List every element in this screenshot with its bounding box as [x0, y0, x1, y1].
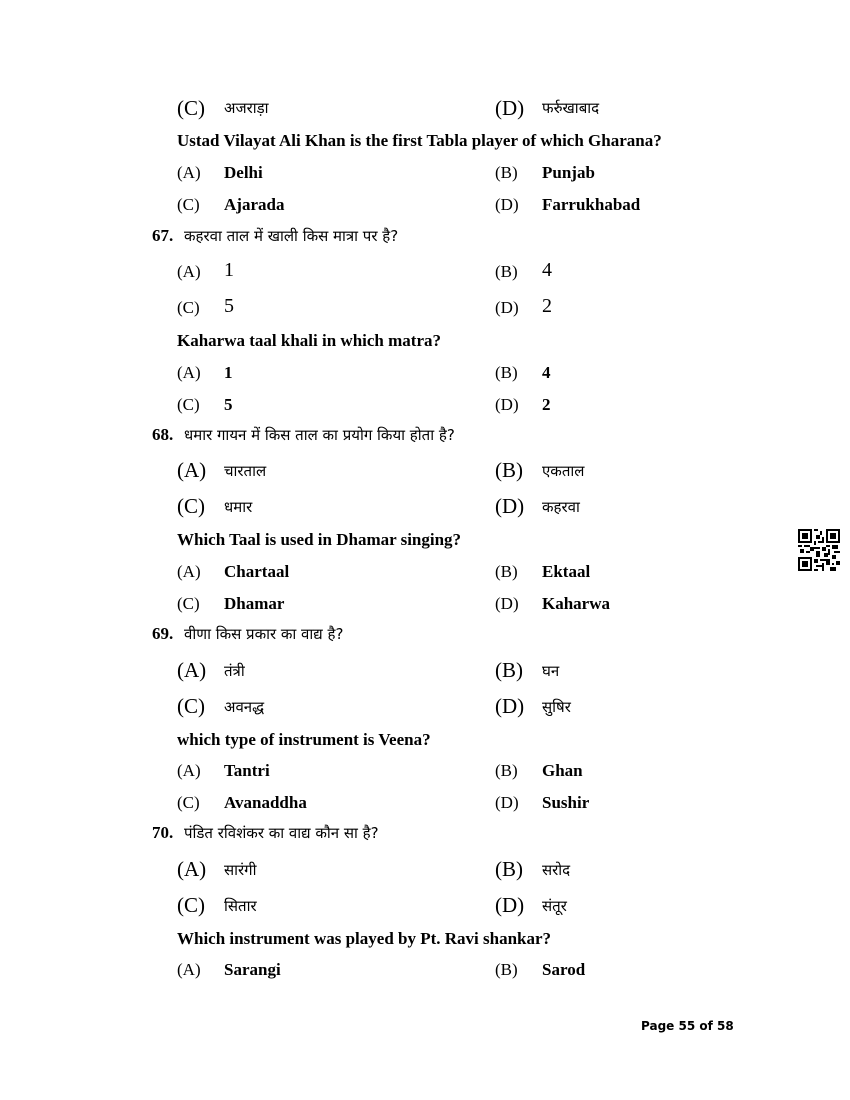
option-label-a: (A) — [177, 761, 201, 780]
option-label-b: (B) — [495, 458, 523, 482]
option-label-c: (C) — [177, 494, 205, 518]
option-label-c: (C) — [177, 395, 200, 414]
q70-en-option-a: Sarangi — [224, 960, 281, 979]
option-label-a: (A) — [177, 262, 201, 281]
q69-hi-option-d: सुषिर — [542, 698, 571, 716]
option-label-a: (A) — [177, 363, 201, 382]
q66-hi-option-d: फर्रुखाबाद — [542, 99, 600, 117]
q68-en-question: Which Taal is used in Dhamar singing? — [177, 530, 462, 549]
option-label-c: (C) — [177, 893, 205, 917]
q69-hi-option-b: घन — [542, 662, 560, 680]
q69-en-option-b: Ghan — [542, 761, 583, 780]
q67-en-option-b: 4 — [542, 363, 551, 382]
q67-hi-option-d: 2 — [542, 295, 552, 317]
option-label-a: (A) — [177, 857, 207, 881]
option-label-a: (A) — [177, 163, 201, 182]
option-label-c: (C) — [177, 793, 200, 812]
q68-hi-option-d: कहरवा — [542, 498, 580, 516]
q66-en-question: Ustad Vilayat Ali Khan is the first Tabla player of which Gharana? — [177, 131, 662, 150]
q70-en-question: Which instrument was played by Pt. Ravi shankar? — [177, 929, 552, 948]
q69-hi-option-a: तंत्री — [224, 662, 245, 680]
option-label-c: (C) — [177, 195, 200, 214]
q68-en-option-d: Kaharwa — [542, 594, 610, 613]
q67-en-option-d: 2 — [542, 395, 551, 414]
q66-en-option-d: Farrukhabad — [542, 195, 641, 214]
q69-hi-option-c: अवनद्ध — [224, 698, 265, 716]
option-label-c: (C) — [177, 594, 200, 613]
option-label-a: (A) — [177, 658, 207, 682]
q67-hi-question: कहरवा ताल में खाली किस मात्रा पर है? — [184, 227, 399, 245]
option-label-d: (D) — [495, 195, 519, 214]
option-label-b: (B) — [495, 163, 518, 182]
option-label-d: (D) — [495, 298, 519, 317]
q70-hi-option-a: सारंगी — [224, 861, 257, 879]
option-label-a: (A) — [177, 562, 201, 581]
q68-hi-option-b: एकताल — [542, 462, 585, 480]
q66-en-option-b: Punjab — [542, 163, 595, 182]
q67-en-option-a: 1 — [224, 363, 233, 382]
q67-en-option-c: 5 — [224, 395, 233, 414]
q68-en-option-a: Chartaal — [224, 562, 290, 581]
option-label-d: (D) — [495, 96, 525, 120]
option-label-d: (D) — [495, 494, 525, 518]
q69-en-option-a: Tantri — [224, 761, 270, 780]
q70-hi-option-b: सरोद — [542, 861, 571, 879]
option-label-b: (B) — [495, 562, 518, 581]
q66-hi-option-c: अजराड़ा — [224, 99, 269, 117]
option-label-b: (B) — [495, 761, 518, 780]
q68-en-option-b: Ektaal — [542, 562, 591, 581]
q68-en-option-c: Dhamar — [224, 594, 285, 613]
option-label-b: (B) — [495, 658, 523, 682]
option-label-a: (A) — [177, 458, 207, 482]
option-label-d: (D) — [495, 893, 525, 917]
option-label-d: (D) — [495, 793, 519, 812]
qr-code-icon — [798, 529, 840, 571]
option-label-b: (B) — [495, 262, 518, 281]
q69-en-option-c: Avanaddha — [224, 793, 307, 812]
q70-en-option-b: Sarod — [542, 960, 586, 979]
option-label-b: (B) — [495, 960, 518, 979]
q68-hi-option-c: धमार — [224, 498, 253, 516]
q66-en-option-a: Delhi — [224, 163, 263, 182]
option-label-d: (D) — [495, 395, 519, 414]
q68-hi-question: धमार गायन में किस ताल का प्रयोग किया होता है? — [184, 426, 455, 444]
option-label-c: (C) — [177, 694, 205, 718]
q67-hi-option-b: 4 — [542, 259, 552, 281]
q68-number: 68. — [152, 425, 174, 444]
q69-en-option-d: Sushir — [542, 793, 590, 812]
page-number: Page 55 of 58 — [641, 1019, 734, 1033]
q69-number: 69. — [152, 624, 174, 643]
q68-hi-option-a: चारताल — [224, 462, 267, 480]
option-label-d: (D) — [495, 594, 519, 613]
option-label-b: (B) — [495, 857, 523, 881]
q70-hi-option-d: संतूर — [542, 897, 567, 915]
option-label-c: (C) — [177, 298, 200, 317]
q70-hi-option-c: सितार — [224, 897, 257, 915]
q66-en-option-c: Ajarada — [224, 195, 285, 214]
option-label-c: (C) — [177, 96, 205, 120]
q67-hi-option-a: 1 — [224, 259, 234, 281]
option-label-a: (A) — [177, 960, 201, 979]
q70-hi-question: पंडित रविशंकर का वाद्य कौन सा है? — [184, 824, 379, 842]
q67-en-question: Kaharwa taal khali in which matra? — [177, 331, 441, 350]
option-label-b: (B) — [495, 363, 518, 382]
option-label-d: (D) — [495, 694, 525, 718]
q69-en-question: which type of instrument is Veena? — [177, 730, 431, 749]
q67-hi-option-c: 5 — [224, 295, 234, 317]
q67-number: 67. — [152, 226, 174, 245]
q70-number: 70. — [152, 823, 174, 842]
q69-hi-question: वीणा किस प्रकार का वाद्य है? — [184, 625, 344, 643]
